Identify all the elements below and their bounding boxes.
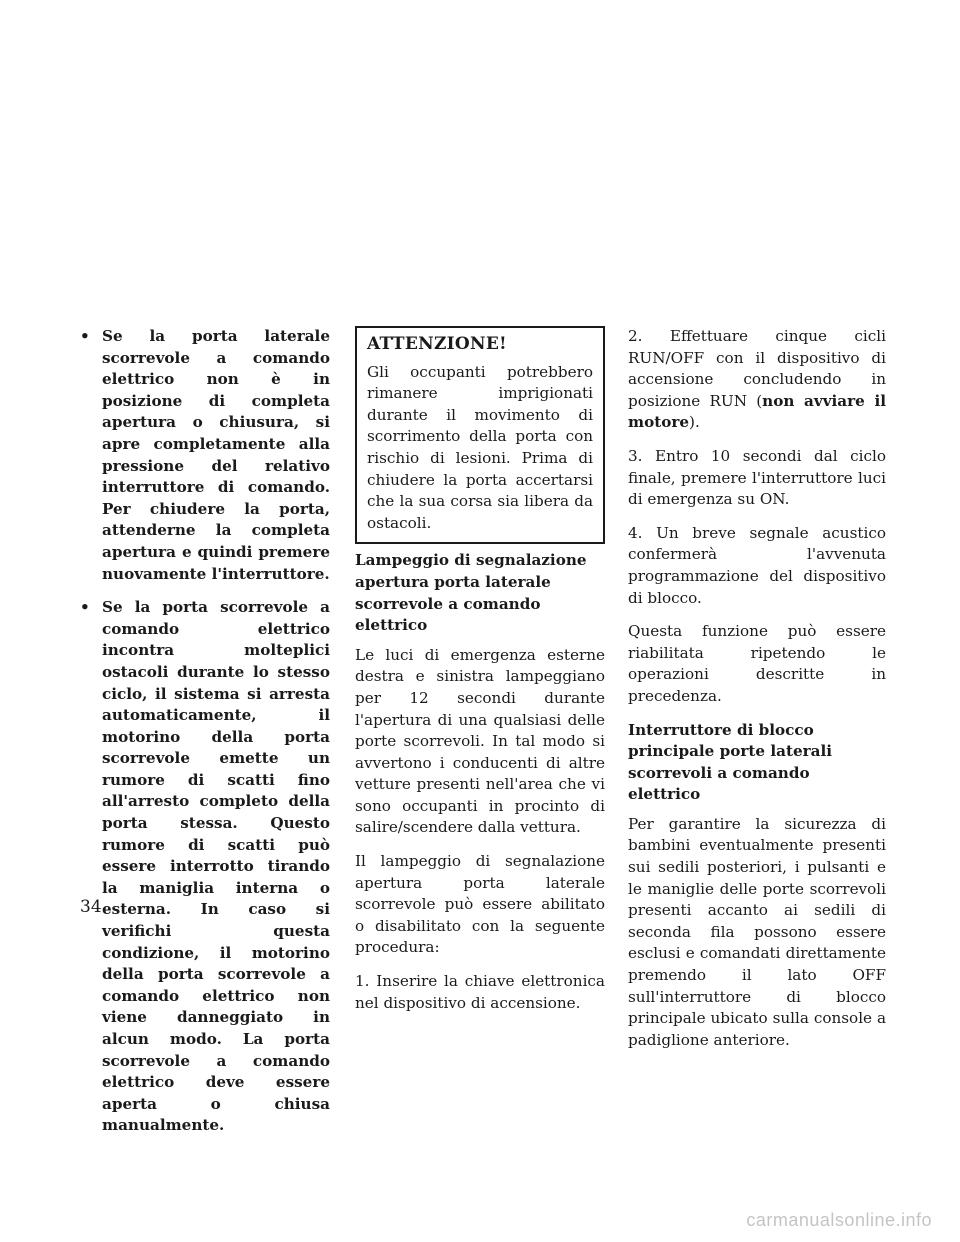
paragraph: Per garantire la sicurezza di bambini eventualmente presenti sui sedili posteriori, i pulsanti e le maniglie delle porte scorrevoli presenti accanto ai sedili di seconda fila possono essere esclusi e comandati direttamente premendo il lato OFF sull'interruttore di blocco principale ubicato sulla console a padiglione anteriore. <box>628 814 886 1049</box>
warning-text: Gli occupanti potrebbero rimanere imprigionati durante il movimento di scorrimento della porta con rischio di lesioni. Prima di chiudere la porta accertarsi che la sua corsa sia libera da ostacoli. <box>367 362 593 532</box>
column-right <box>628 326 886 1063</box>
bullet-dot: • <box>80 327 90 345</box>
bullet-item <box>80 597 330 1137</box>
column-left <box>80 326 330 1149</box>
step2-bold: non avviare il motore <box>628 391 886 432</box>
bullet-item <box>80 326 330 585</box>
warning-title: ATTENZIONE! <box>367 334 507 354</box>
paragraph-step-2 <box>628 326 886 434</box>
section-title: Interruttore di blocco principale porte laterali scorrevoli a comando elettrico <box>628 720 833 804</box>
section-title: Lampeggio di segnalazione apertura porta laterale scorrevole a comando elettrico <box>355 551 587 635</box>
bullet-text: Se la porta laterale scorrevole a comando elettrico non è in posizione di completa apertura o chiusura, si apre completamente alla pressione del relativo interruttore di comando. Per chiudere la porta, attenderne la completa apertura e quindi premere nuovamente l'interruttore. <box>102 327 330 583</box>
watermark: carmanualsonline.info <box>746 1210 932 1230</box>
page-number: 34 <box>80 897 102 917</box>
paragraph: 4. Un breve segnale acustico confermerà l'avvenuta programmazione del dispositivo di blocco. <box>628 523 886 607</box>
warning-box <box>355 326 605 544</box>
column-middle <box>355 326 605 1026</box>
paragraph: 1. Inserire la chiave elettronica nel dispositivo di accensione. <box>355 972 605 1012</box>
bullet-text: Se la porta scorrevole a comando elettrico incontra molteplici ostacoli durante lo stesso ciclo, il sistema si arresta automaticamente, il motorino della porta scorrevole emette un rumore di scatti fino all'arresto completo della porta stessa. Questo rumore di scatti può essere interrotto tirando la maniglia interna o esterna. In caso si verifichi questa condizione, il motorino della porta scorrevole a comando elettrico non viene danneggiato in alcun modo. La porta scorrevole a comando elettrico deve essere aperta o chiusa manualmente. <box>102 598 330 1135</box>
step2-end: ). <box>689 413 700 432</box>
paragraph: 3. Entro 10 secondi dal ciclo finale, premere l'interruttore luci di emergenza su ON. <box>628 446 886 509</box>
bullet-dot: • <box>80 598 90 617</box>
paragraph: Le luci di emergenza esterne destra e sinistra lampeggiano per 12 secondi durante l'apertura di una qualsiasi delle porte scorrevoli. In tal modo si avvertono i conducenti di altre vetture presenti nell'area che vi sono occupanti in procinto di salire/scendere dalla vettura. <box>355 645 605 837</box>
paragraph: Il lampeggio di segnalazione apertura porta laterale scorrevole può essere abilitato o disabilitato con la seguente procedura: <box>355 852 605 957</box>
paragraph: Questa funzione può essere riabilitata ripetendo le operazioni descritte in precedenza. <box>628 622 886 705</box>
step2-text: 2. Effettuare cinque cicli RUN/OFF con il dispositivo di accensione concludendo in posizione RUN ( <box>628 327 886 410</box>
